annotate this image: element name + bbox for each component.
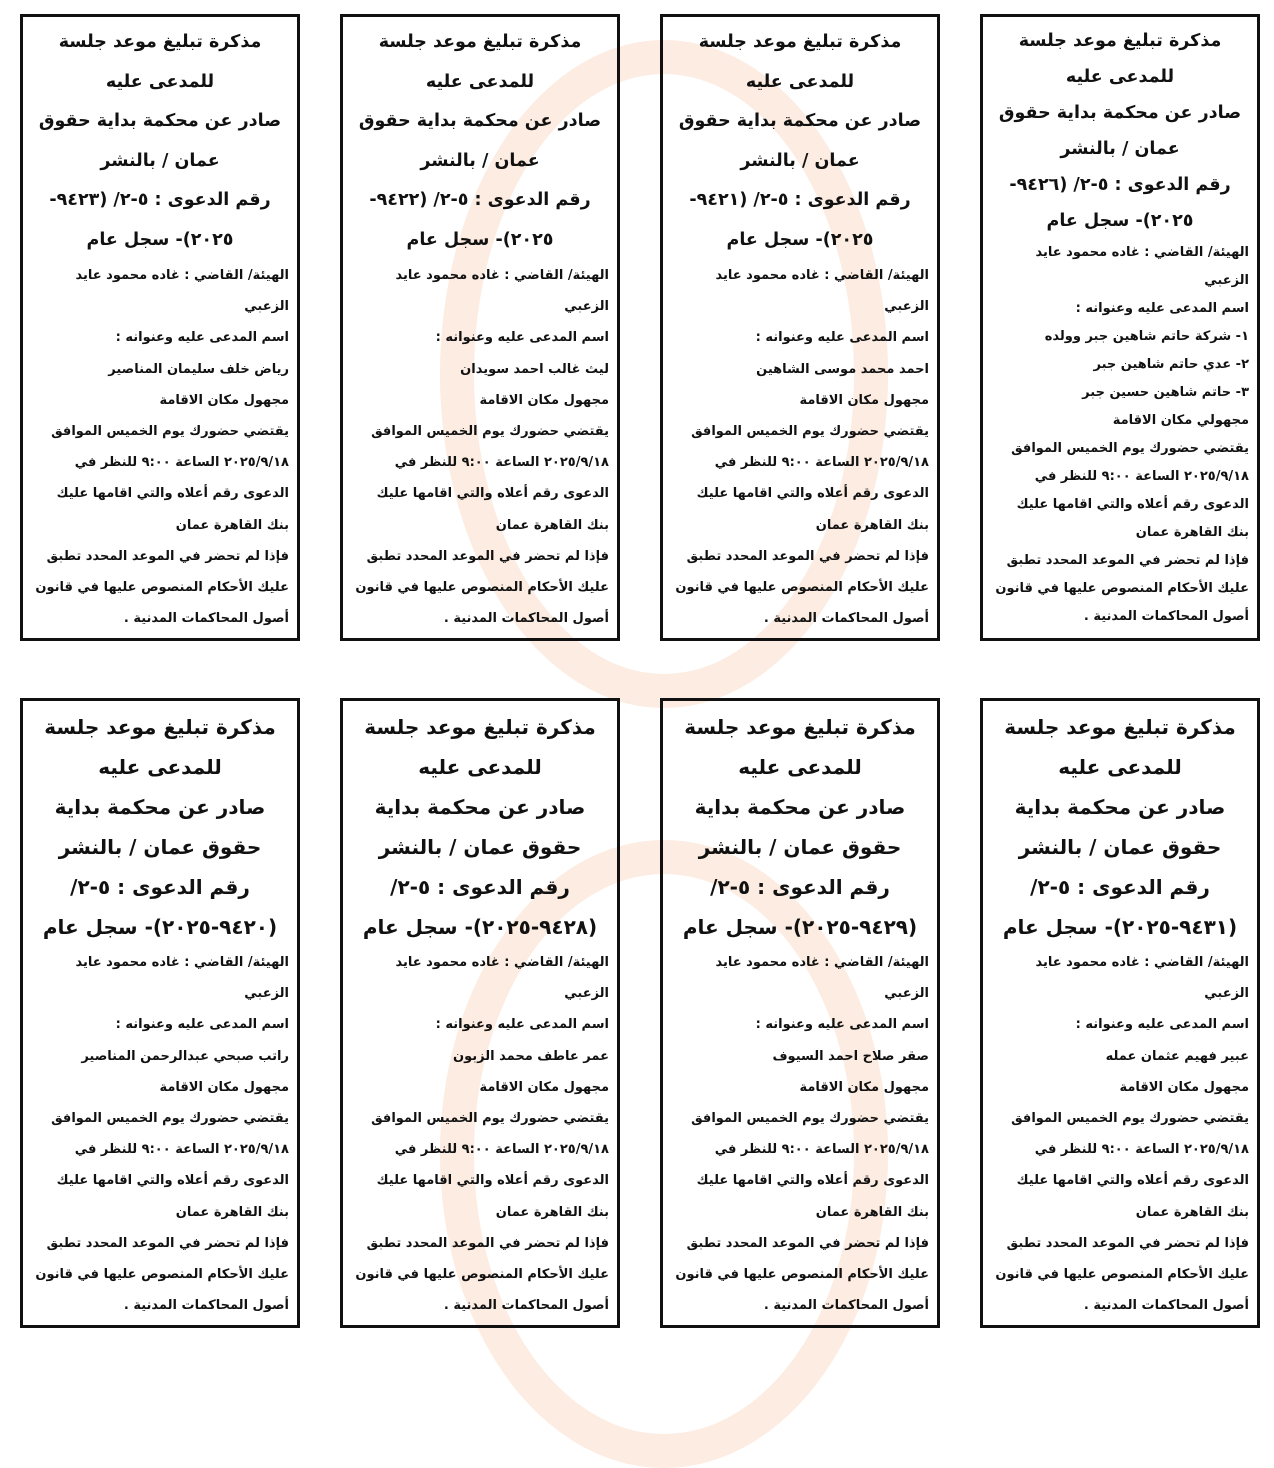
notice-body-line: عليك الأحكام المنصوص عليها في قانون — [675, 580, 929, 596]
notice-body-line: ٢- عدي حاتم شاهين جبر — [1093, 357, 1249, 372]
notice-body-line: عبير فهيم عثمان عمله — [1105, 1048, 1249, 1064]
notice-body-line: مجهول مكان الاقامة — [799, 392, 929, 408]
notice-heading-line: للمدعى عليه — [1065, 67, 1175, 87]
notice-body-line: مجهول مكان الاقامة — [159, 1079, 289, 1095]
notice-body-line: الهيئة/ القاضي : غاده محمود عايد — [715, 955, 929, 970]
notice-title: مذكرة تبليغ موعد جلسة — [58, 32, 262, 52]
notice-body-line: فإذا لم تحضر في الموعد المحدد تطبق — [1006, 1235, 1249, 1251]
notice-heading-line: رقم الدعوى : ٥-٢/ — [1030, 875, 1210, 899]
notice-body-line: اسم المدعى عليه وعنوانه : — [755, 1017, 929, 1033]
court-notice — [340, 698, 620, 1328]
notice-body-line: ٢٠٢٥/٩/١٨ الساعة ٩:٠٠ للنظر في — [74, 1142, 289, 1158]
notice-body-line: بنك القاهرة عمان — [495, 1204, 609, 1220]
notice-body-line: بنك القاهرة عمان — [1135, 525, 1249, 540]
notice-body-line: مجهول مكان الاقامة — [479, 1079, 609, 1095]
notice-heading-line: حقوق عمان / بالنشر — [58, 835, 262, 859]
notice-body-line: يقتضي حضورك يوم الخميس الموافق — [51, 424, 289, 440]
notice-heading-line: ٢٠٢٥)- سجل عام — [86, 229, 234, 250]
notice-body-line: عليك الأحكام المنصوص عليها في قانون — [35, 1267, 289, 1283]
notice-heading-line: رقم الدعوى : ٥-٢/ (٩٤٢١- — [689, 190, 911, 210]
notice-body-line: الهيئة/ القاضي : غاده محمود عايد — [395, 268, 609, 283]
notice-body-line: يقتضي حضورك يوم الخميس الموافق — [51, 1111, 289, 1127]
notice-body-line: مجهول مكان الاقامة — [1119, 1079, 1249, 1095]
notice-heading-line: (٩٤٢٨-٢٠٢٥)- سجل عام — [362, 915, 598, 939]
notice-body-line: الزعبي — [884, 986, 929, 1002]
notice-heading-line: عمان / بالنشر — [1060, 139, 1180, 159]
notice-body-line: عمر عاطف محمد الزبون — [453, 1048, 609, 1064]
notice-body-line: عليك الأحكام المنصوص عليها في قانون — [995, 1267, 1249, 1283]
notice-heading-line: رقم الدعوى : ٥-٢/ — [70, 875, 250, 899]
notice-body-line: عليك الأحكام المنصوص عليها في قانون — [675, 1267, 929, 1283]
notice-body-line: الهيئة/ القاضي : غاده محمود عايد — [75, 955, 289, 970]
notice-body-line: يقتضي حضورك يوم الخميس الموافق — [371, 1111, 609, 1127]
notice-body-line: أصول المحاكمات المدنية . — [763, 611, 929, 627]
notice-body-line: اسم المدعى عليه وعنوانه : — [435, 330, 609, 346]
notice-heading-line: للمدعى عليه — [1058, 755, 1182, 779]
notice-heading-line: حقوق عمان / بالنشر — [1018, 835, 1222, 859]
notice-body-line: يقتضي حضورك يوم الخميس الموافق — [1011, 441, 1249, 456]
notice-body-line: فإذا لم تحضر في الموعد المحدد تطبق — [686, 1235, 929, 1251]
notice-heading-line: صادر عن محكمة بداية — [54, 795, 266, 819]
notice-heading-line: صادر عن محكمة بداية حقوق — [38, 111, 282, 131]
notice-body-line: الدعوى رقم أعلاه والتي اقامها عليك — [56, 1173, 289, 1189]
notice-heading-line: صادر عن محكمة بداية حقوق — [678, 111, 922, 131]
notice-heading-line: عمان / بالنشر — [100, 150, 220, 171]
notice-body-line: أصول المحاكمات المدنية . — [123, 611, 289, 627]
court-notice — [20, 698, 300, 1328]
notice-title: مذكرة تبليغ موعد جلسة — [1018, 31, 1222, 51]
notice-body-line: اسم المدعى عليه وعنوانه : — [115, 330, 289, 346]
notice-heading-line: للمدعى عليه — [425, 71, 535, 92]
notice-body-line: ٢٠٢٥/٩/١٨ الساعة ٩:٠٠ للنظر في — [394, 455, 609, 471]
notice-heading-line: صادر عن محكمة بداية — [694, 795, 906, 819]
notice-body-line: أصول المحاكمات المدنية . — [763, 1298, 929, 1314]
notice-body-line: يقتضي حضورك يوم الخميس الموافق — [691, 424, 929, 440]
court-notice — [660, 14, 940, 641]
notice-body-line: ٢٠٢٥/٩/١٨ الساعة ٩:٠٠ للنظر في — [74, 455, 289, 471]
notice-body-line: الدعوى رقم أعلاه والتي اقامها عليك — [1016, 497, 1249, 512]
notice-heading-line: للمدعى عليه — [738, 755, 862, 779]
notice-heading-line: ٢٠٢٥)- سجل عام — [726, 229, 874, 250]
notice-body-line: فإذا لم تحضر في الموعد المحدد تطبق — [46, 1235, 289, 1251]
notice-heading-line: صادر عن محكمة بداية — [374, 795, 586, 819]
notice-title: مذكرة تبليغ موعد جلسة — [698, 32, 902, 52]
notice-body-line: احمد محمد موسى الشاهين — [756, 361, 929, 377]
notice-body-line: ١- شركة حاتم شاهين جبر وولده — [1044, 329, 1249, 344]
notice-body-line: عليك الأحكام المنصوص عليها في قانون — [355, 1267, 609, 1283]
notice-body-line: رياض خلف سليمان المناصير — [108, 361, 289, 377]
notice-body-line: عليك الأحكام المنصوص عليها في قانون — [35, 580, 289, 596]
notice-body-line: بنك القاهرة عمان — [175, 517, 289, 533]
notice-heading-line: للمدعى عليه — [98, 755, 222, 779]
notice-heading-line: ٢٠٢٥)- سجل عام — [1046, 211, 1194, 231]
notice-body-line: أصول المحاكمات المدنية . — [443, 1298, 609, 1314]
notice-body-line: مجهولي مكان الاقامة — [1112, 413, 1249, 428]
notice-body-line: اسم المدعى عليه وعنوانه : — [115, 1017, 289, 1033]
notice-heading-line: (٩٤٢٠-٢٠٢٥)- سجل عام — [42, 915, 278, 939]
court-notice — [980, 14, 1260, 641]
notice-heading-line: (٩٤٣١-٢٠٢٥)- سجل عام — [1002, 915, 1238, 939]
notice-body-line: اسم المدعى عليه وعنوانه : — [1075, 301, 1249, 316]
notice-body-line: الهيئة/ القاضي : غاده محمود عايد — [1035, 955, 1249, 970]
notice-body-line: ليث غالب احمد سويدان — [460, 361, 609, 377]
notice-body-line: اسم المدعى عليه وعنوانه : — [435, 1017, 609, 1033]
notice-heading-line: رقم الدعوى : ٥-٢/ — [390, 875, 570, 899]
notice-title: مذكرة تبليغ موعد جلسة — [44, 715, 276, 739]
notice-body-line: ٢٠٢٥/٩/١٨ الساعة ٩:٠٠ للنظر في — [714, 1142, 929, 1158]
notice-heading-line: صادر عن محكمة بداية — [1014, 795, 1226, 819]
notice-body-line: الدعوى رقم أعلاه والتي اقامها عليك — [696, 1173, 929, 1189]
notice-heading-line: حقوق عمان / بالنشر — [378, 835, 582, 859]
notice-heading-line: صادر عن محكمة بداية حقوق — [358, 111, 602, 131]
notice-body-line: اسم المدعى عليه وعنوانه : — [1075, 1017, 1249, 1033]
notice-body-line: ٢٠٢٥/٩/١٨ الساعة ٩:٠٠ للنظر في — [714, 455, 929, 471]
notice-body-line: ٢٠٢٥/٩/١٨ الساعة ٩:٠٠ للنظر في — [394, 1142, 609, 1158]
notice-body-line: ٣- حاتم شاهين حسين جبر — [1082, 385, 1249, 400]
notice-body-line: يقتضي حضورك يوم الخميس الموافق — [1011, 1111, 1249, 1127]
notice-heading-line: صادر عن محكمة بداية حقوق — [998, 103, 1242, 123]
notice-heading-line: عمان / بالنشر — [420, 150, 540, 171]
notice-body-line: الزعبي — [564, 986, 609, 1002]
notice-body-line: الدعوى رقم أعلاه والتي اقامها عليك — [56, 486, 289, 502]
notice-body-line: بنك القاهرة عمان — [815, 1204, 929, 1220]
notice-body-line: اسم المدعى عليه وعنوانه : — [755, 330, 929, 346]
notice-body-line: يقتضي حضورك يوم الخميس الموافق — [371, 424, 609, 440]
notice-body-line: أصول المحاكمات المدنية . — [123, 1298, 289, 1314]
notice-body-line: فإذا لم تحضر في الموعد المحدد تطبق — [46, 548, 289, 564]
notice-heading-line: للمدعى عليه — [418, 755, 542, 779]
notice-body-line: مجهول مكان الاقامة — [159, 392, 289, 408]
court-notice — [980, 698, 1260, 1328]
notice-body-line: عليك الأحكام المنصوص عليها في قانون — [995, 581, 1249, 596]
court-notice — [660, 698, 940, 1328]
notice-body-line: مجهول مكان الاقامة — [799, 1079, 929, 1095]
notice-body-line: ٢٠٢٥/٩/١٨ الساعة ٩:٠٠ للنظر في — [1034, 1142, 1249, 1158]
notice-body-line: الدعوى رقم أعلاه والتي اقامها عليك — [1016, 1173, 1249, 1189]
notice-body-line: عليك الأحكام المنصوص عليها في قانون — [355, 580, 609, 596]
notice-heading-line: للمدعى عليه — [745, 71, 855, 92]
notice-body-line: فإذا لم تحضر في الموعد المحدد تطبق — [686, 548, 929, 564]
notice-title: مذكرة تبليغ موعد جلسة — [378, 32, 582, 52]
notice-title: مذكرة تبليغ موعد جلسة — [1004, 715, 1236, 739]
notice-body-line: الدعوى رقم أعلاه والتي اقامها عليك — [376, 1173, 609, 1189]
notice-body-line: مجهول مكان الاقامة — [479, 392, 609, 408]
notice-heading-line: حقوق عمان / بالنشر — [698, 835, 902, 859]
notice-body-line: يقتضي حضورك يوم الخميس الموافق — [691, 1111, 929, 1127]
notice-heading-line: للمدعى عليه — [105, 71, 215, 92]
notice-body-line: الزعبي — [1204, 273, 1249, 288]
notice-body-line: الهيئة/ القاضي : غاده محمود عايد — [715, 268, 929, 283]
notice-heading-line: ٢٠٢٥)- سجل عام — [406, 229, 554, 250]
notice-body-line: الزعبي — [884, 299, 929, 315]
notice-title: مذكرة تبليغ موعد جلسة — [684, 715, 916, 739]
notice-body-line: الزعبي — [244, 299, 289, 315]
notice-body-line: الزعبي — [564, 299, 609, 315]
notice-body-line: الهيئة/ القاضي : غاده محمود عايد — [1035, 245, 1249, 260]
notice-body-line: الدعوى رقم أعلاه والتي اقامها عليك — [696, 486, 929, 502]
notice-body-line: الدعوى رقم أعلاه والتي اقامها عليك — [376, 486, 609, 502]
notice-heading-line: (٩٤٢٩-٢٠٢٥)- سجل عام — [682, 915, 918, 939]
notice-body-line: الزعبي — [1204, 986, 1249, 1002]
notice-title: مذكرة تبليغ موعد جلسة — [364, 715, 596, 739]
notice-body-line: بنك القاهرة عمان — [815, 517, 929, 533]
court-notice — [20, 14, 300, 641]
notice-body-line: بنك القاهرة عمان — [1135, 1204, 1249, 1220]
notice-heading-line: عمان / بالنشر — [740, 150, 860, 171]
notice-heading-line: رقم الدعوى : ٥-٢/ (٩٤٢٢- — [369, 190, 591, 210]
notice-body-line: بنك القاهرة عمان — [495, 517, 609, 533]
notice-body-line: أصول المحاكمات المدنية . — [443, 611, 609, 627]
notice-body-line: أصول المحاكمات المدنية . — [1083, 1298, 1249, 1314]
notice-body-line: راتب صبحي عبدالرحمن المناصير — [81, 1048, 289, 1064]
notice-heading-line: رقم الدعوى : ٥-٢/ (٩٤٢٣- — [49, 190, 271, 210]
notice-body-line: بنك القاهرة عمان — [175, 1204, 289, 1220]
notice-body-line: أصول المحاكمات المدنية . — [1083, 609, 1249, 624]
notice-body-line: فإذا لم تحضر في الموعد المحدد تطبق — [366, 1235, 609, 1251]
notice-body-line: فإذا لم تحضر في الموعد المحدد تطبق — [366, 548, 609, 564]
notice-heading-line: رقم الدعوى : ٥-٢/ — [710, 875, 890, 899]
notice-heading-line: رقم الدعوى : ٥-٢/ (٩٤٢٦- — [1009, 175, 1231, 195]
notice-body-line: صقر صلاح احمد السيوف — [772, 1048, 929, 1064]
notice-body-line: الزعبي — [244, 986, 289, 1002]
notice-body-line: الهيئة/ القاضي : غاده محمود عايد — [75, 268, 289, 283]
court-notice — [340, 14, 620, 641]
notice-body-line: ٢٠٢٥/٩/١٨ الساعة ٩:٠٠ للنظر في — [1034, 469, 1249, 484]
notice-body-line: فإذا لم تحضر في الموعد المحدد تطبق — [1006, 553, 1249, 568]
notice-body-line: الهيئة/ القاضي : غاده محمود عايد — [395, 955, 609, 970]
